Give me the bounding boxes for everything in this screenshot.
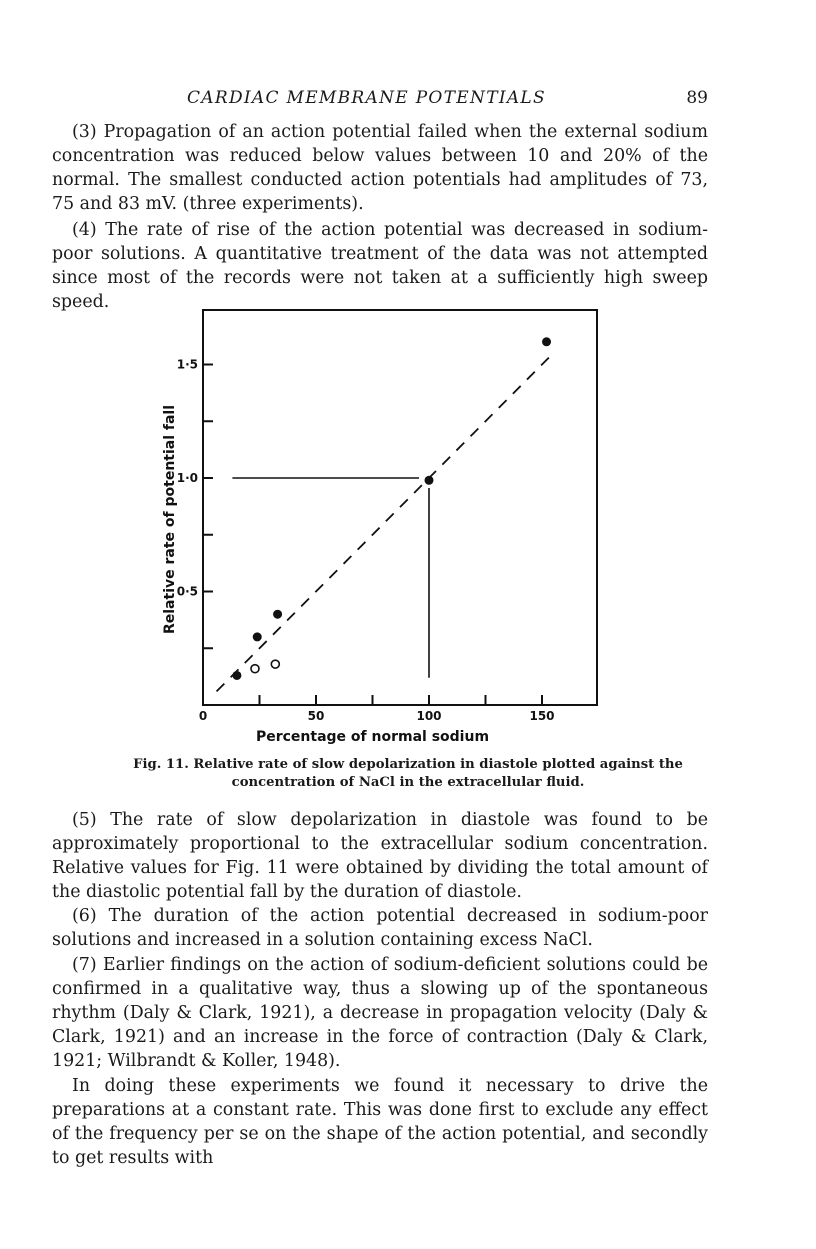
data-point-filled [542, 337, 551, 346]
data-point-filled [425, 476, 434, 485]
x-axis-label: Percentage of normal sodium [255, 729, 490, 745]
data-point-filled [273, 610, 282, 619]
paragraph-5: (5) The rate of slow depolarization in diastole was found to be approximately proportional to the extracellular sodium concentration. Relative values for Fig. 11 were obtained by dividing the total amount of the diastolic potential fall by the duration of diastole. [52, 810, 708, 902]
y-tick-label: 0·5 [176, 584, 198, 599]
y-tick-label: 1·0 [176, 471, 198, 485]
y-axis-label: Relative rate of potential fall [162, 404, 178, 635]
data-point-open [271, 660, 279, 668]
x-tick-label: 100 [416, 709, 442, 723]
running-head [52, 88, 708, 112]
data-point-filled [232, 671, 241, 680]
fit-line [217, 353, 554, 691]
x-tick-label: 150 [529, 709, 555, 723]
x-tick-label: 50 [307, 709, 325, 723]
page-number: 89 [686, 88, 708, 108]
paragraph-3: (3) Propagation of an action potential failed when the external sodium concentration was reduced below values between 10 and 20% of the normal. The smallest conducted action potentials had amplitudes of 73, 75 and 83 mV. (three experiments). [52, 122, 708, 214]
figure-11 [150, 300, 630, 750]
paragraph-4: (4) The rate of rise of the action potential was decreased in sodium-poor solutions. A quantitative treatment of the data was not attempted since most of the records were not taken at a sufficiently high sweep speed. [52, 220, 708, 312]
paragraph-8: In doing these experiments we found it necessary to drive the preparations at a constant rate. This was done first to exclude any effect of the frequency per se on the shape of the action potential, and secondly to get results with [52, 1076, 708, 1168]
x-tick-label: 0 [198, 709, 208, 723]
running-title: CARDIAC MEMBRANE POTENTIALS [187, 88, 546, 108]
caption-text: Relative rate of slow depolarization in diastole plotted against the concentration of NaCl in the extracellular fluid. [193, 757, 683, 790]
data-point-filled [253, 632, 262, 641]
scatter-chart [150, 300, 630, 750]
data-point-open [251, 665, 259, 673]
paragraph-6: (6) The duration of the action potential decreased in sodium-poor solutions and increased in a solution containing excess NaCl. [52, 906, 708, 950]
y-tick-label: 1·5 [176, 357, 198, 372]
caption-label: Fig. 11. [133, 757, 189, 772]
paragraph-7: (7) Earlier findings on the action of sodium-deficient solutions could be confirmed in a qualitative way, thus a slowing up of the spontaneous rhythm (Daly & Clark, 1921), a decrease in propagation velocity (Daly & Clark, 1921) and an increase in the force of contraction (Daly & Clark, 1921; Wilbrandt & Koller, 1948). [52, 955, 708, 1071]
figure-caption [80, 756, 736, 792]
